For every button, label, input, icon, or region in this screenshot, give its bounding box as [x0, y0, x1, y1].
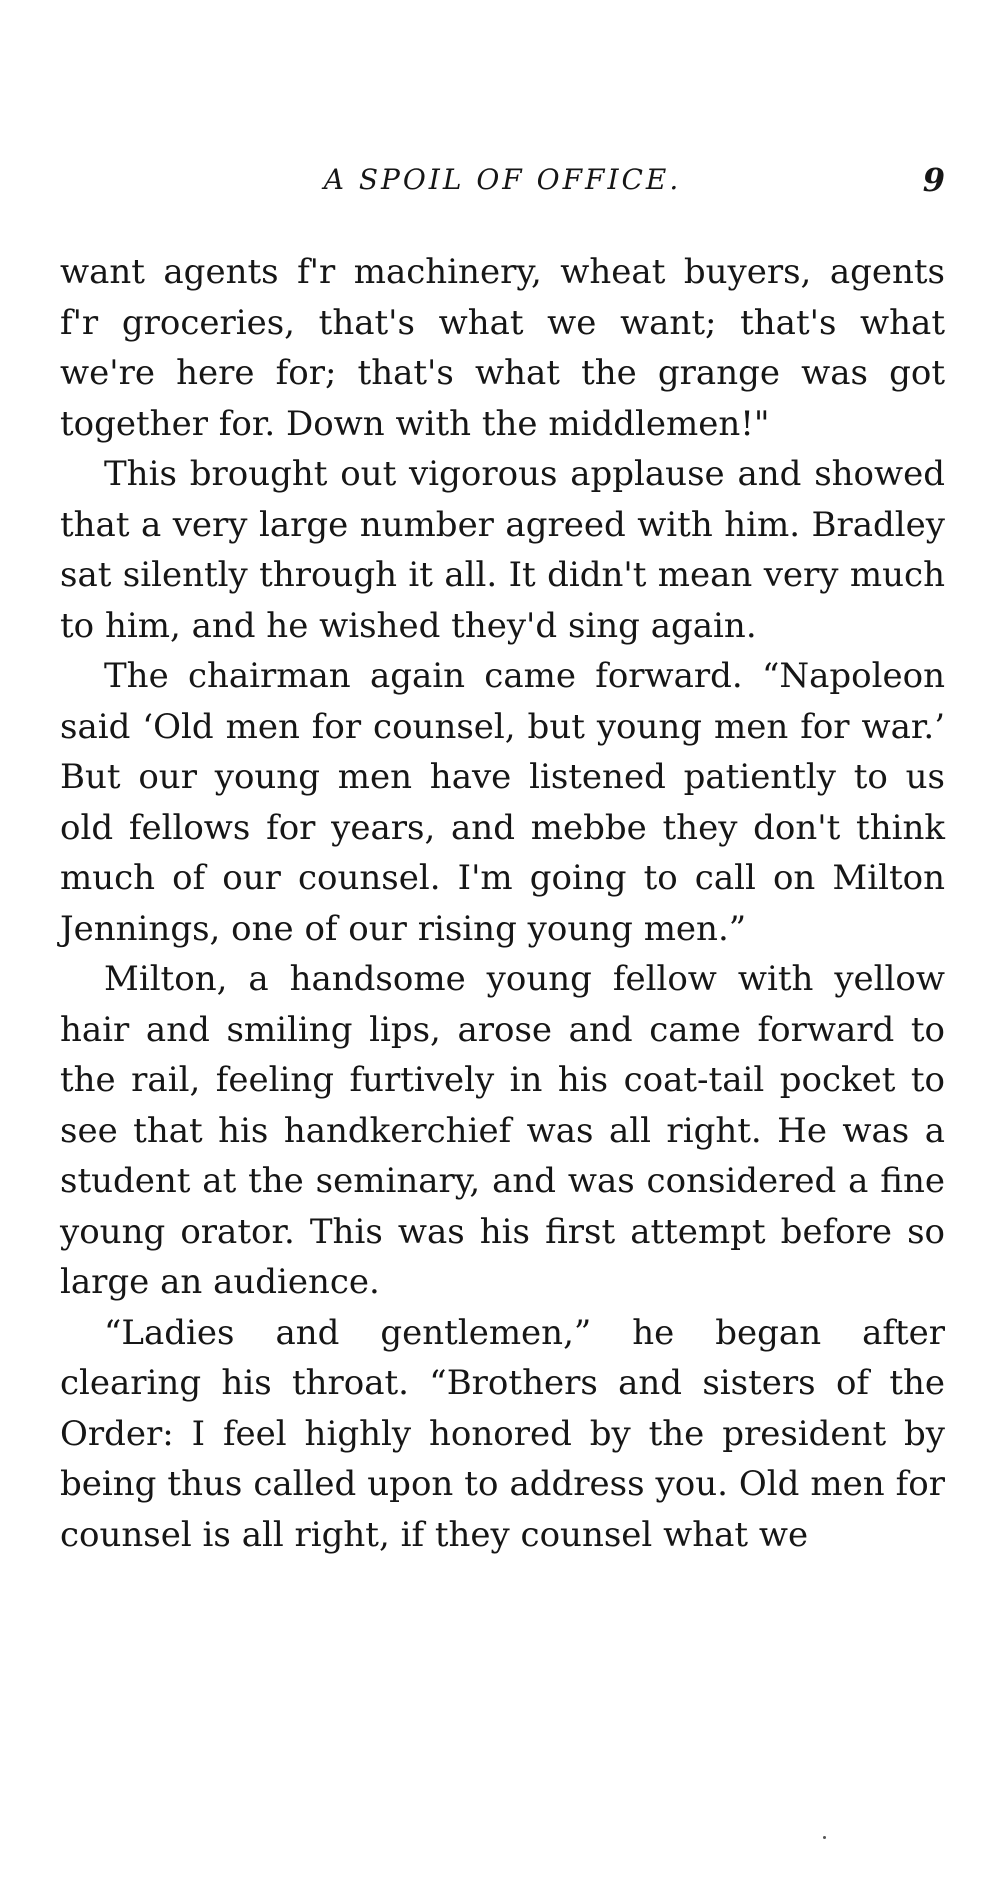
paragraph-chairman: The chairman again came forward. “Napoleon said ‘Old men for counsel, but young men for war.’ But our young men have listened patiently to us old fellows for years, and mebbe they don't think much of our counsel. I'm going to call on Milton Jennings, one of our rising young men.”	[60, 656, 945, 949]
paragraph-applause: This brought out vigorous applause and showed that a very large number agreed with him. Bradley sat silently through it all. It didn't mean very much to him, and he wished they'd sing again.	[60, 454, 945, 646]
paragraph-continuation: want agents f'r machinery, wheat buyers, agents f'r groceries, that's what we want; that's what we're here for; that's what the grange was got together for. Down with the middlemen!"	[60, 252, 945, 444]
paper-speck	[823, 1836, 826, 1839]
running-title: A SPOIL OF OFFICE.	[323, 163, 682, 196]
paragraph-milton: Milton, a handsome young fellow with yellow hair and smiling lips, arose and came forward to the rail, feeling furtively in his coat-tail pocket to see that his handkerchief was all right. He was a student at the seminary, and was considered a fine young orator. This was his first attempt before so large an audience.	[60, 959, 945, 1302]
body-text	[60, 247, 945, 1560]
running-head	[60, 158, 945, 202]
page-number: 9	[922, 161, 945, 199]
paragraph-speech: “Ladies and gentlemen,” he began after clearing his throat. “Brothers and sisters of the Order: I feel highly honored by the president by being thus called upon to address you. Old men for counsel is all right, if they counsel what we	[60, 1312, 945, 1555]
